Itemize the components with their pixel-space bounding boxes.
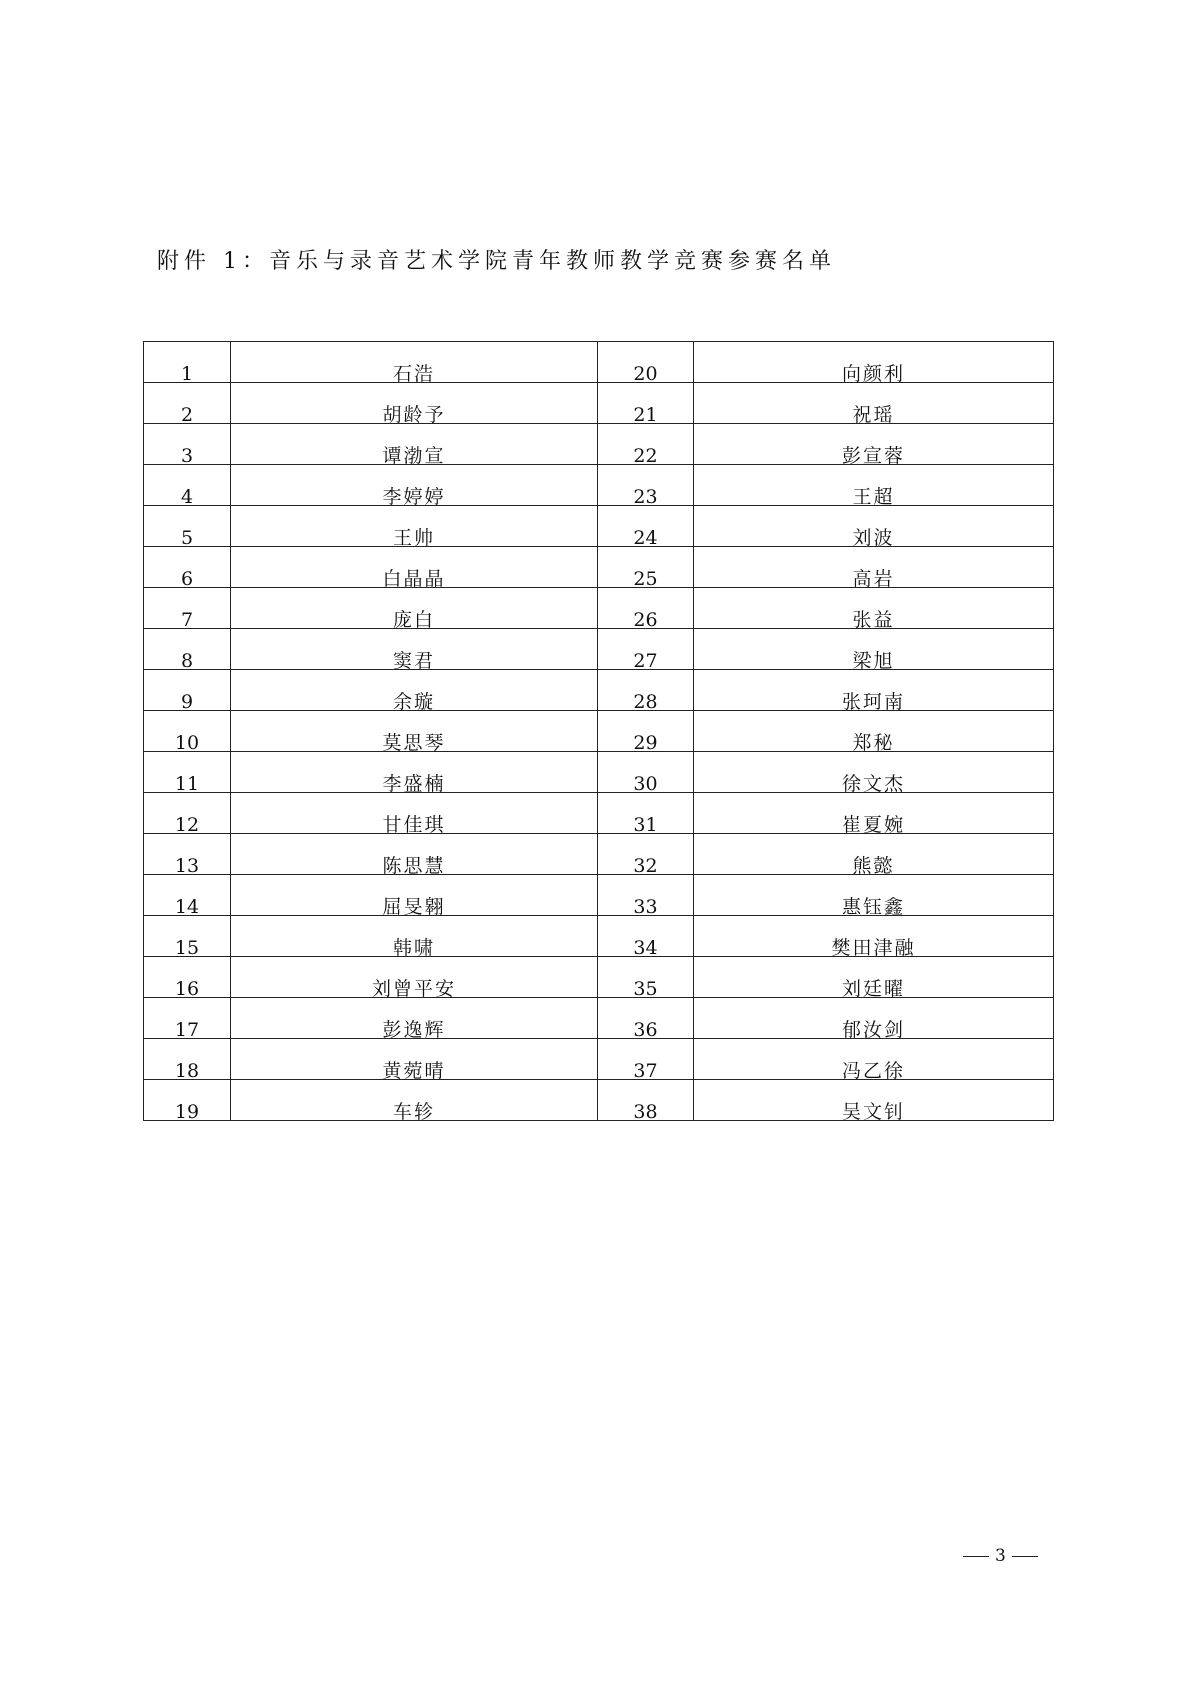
participant-number: 14 — [174, 896, 200, 918]
table-row — [144, 916, 1054, 957]
table-row — [144, 834, 1054, 875]
table-cell — [694, 465, 1054, 506]
participant-number: 5 — [180, 527, 194, 549]
table-cell — [694, 629, 1054, 670]
table-cell — [144, 875, 231, 916]
participant-number: 7 — [180, 609, 194, 631]
table-cell — [694, 875, 1054, 916]
participant-name: 祝瑶 — [852, 404, 895, 426]
participant-name: 张珂南 — [841, 691, 905, 713]
table-cell — [144, 793, 231, 834]
table-cell — [598, 752, 694, 793]
table-row — [144, 506, 1054, 547]
table-row — [144, 752, 1054, 793]
table-cell — [144, 670, 231, 711]
table-cell — [598, 342, 694, 383]
table-cell — [694, 998, 1054, 1039]
table-cell — [694, 547, 1054, 588]
table-cell — [694, 1039, 1054, 1080]
dash-left — [963, 1556, 989, 1557]
table-cell — [144, 834, 231, 875]
table-cell — [694, 1080, 1054, 1121]
table-row — [144, 588, 1054, 629]
table-cell — [144, 465, 231, 506]
participant-name: 向颜利 — [841, 363, 905, 385]
table-row — [144, 465, 1054, 506]
table-row — [144, 424, 1054, 465]
dash-right — [1012, 1556, 1038, 1557]
participant-name: 梁旭 — [852, 650, 895, 672]
participant-name: 徐文杰 — [841, 773, 905, 795]
table-cell — [598, 670, 694, 711]
participant-name: 崔夏婉 — [841, 814, 905, 836]
table-row — [144, 629, 1054, 670]
table-cell — [694, 752, 1054, 793]
table-cell — [694, 342, 1054, 383]
table-cell — [231, 711, 598, 752]
table-cell — [694, 711, 1054, 752]
participant-number: 24 — [633, 527, 658, 549]
participant-table — [143, 341, 1054, 1121]
table-row — [144, 383, 1054, 424]
table-cell — [598, 1080, 694, 1121]
table-cell — [598, 629, 694, 670]
page-number-text: 3 — [995, 1546, 1006, 1566]
table-cell — [231, 1039, 598, 1080]
participant-name: 高岩 — [852, 568, 895, 590]
table-row — [144, 1080, 1054, 1121]
table-cell — [231, 834, 598, 875]
table-cell — [231, 465, 598, 506]
participant-number: 19 — [174, 1101, 200, 1123]
page-number — [957, 1546, 1044, 1566]
participant-name: 郁汝剑 — [841, 1019, 905, 1041]
table-cell — [231, 506, 598, 547]
participant-number: 32 — [633, 855, 658, 877]
table-cell — [231, 916, 598, 957]
table-cell — [231, 383, 598, 424]
table-cell — [231, 588, 598, 629]
participant-number: 16 — [174, 978, 200, 1000]
table-cell — [694, 793, 1054, 834]
participant-number: 33 — [633, 896, 658, 918]
participant-number: 2 — [180, 404, 194, 426]
participant-number: 4 — [180, 486, 194, 508]
table-cell — [694, 957, 1054, 998]
participant-name: 张益 — [852, 609, 895, 631]
table-cell — [144, 957, 231, 998]
participant-name: 吴文钊 — [841, 1101, 905, 1123]
table-cell — [694, 670, 1054, 711]
participant-number: 21 — [633, 404, 658, 426]
table-row — [144, 998, 1054, 1039]
participant-name: 刘廷曜 — [841, 978, 905, 1000]
table-row — [144, 793, 1054, 834]
participant-number: 23 — [633, 486, 658, 508]
participant-name: 车轸 — [392, 1101, 435, 1123]
participant-number: 20 — [633, 363, 658, 385]
participant-number: 31 — [633, 814, 658, 836]
participant-number: 22 — [633, 445, 658, 467]
participant-number: 17 — [174, 1019, 200, 1041]
table-cell — [598, 875, 694, 916]
participant-number: 38 — [633, 1101, 658, 1123]
participant-name: 王超 — [852, 486, 895, 508]
participant-number: 27 — [633, 650, 658, 672]
table-cell — [144, 1039, 231, 1080]
table-cell — [231, 1080, 598, 1121]
participant-number: 8 — [180, 650, 194, 672]
participant-number: 15 — [174, 937, 200, 959]
participant-name: 韩啸 — [392, 937, 435, 959]
table-cell — [598, 1039, 694, 1080]
table-cell — [144, 383, 231, 424]
table-cell — [598, 588, 694, 629]
participant-name: 窦君 — [392, 650, 435, 672]
table-row — [144, 670, 1054, 711]
participant-name: 刘波 — [852, 527, 895, 549]
table-row — [144, 957, 1054, 998]
participant-name: 石浩 — [392, 363, 435, 385]
participant-name: 胡龄予 — [382, 404, 446, 426]
participant-name: 樊田津融 — [831, 937, 916, 959]
table-cell — [144, 424, 231, 465]
table-row — [144, 547, 1054, 588]
table-cell — [231, 670, 598, 711]
table-cell — [598, 957, 694, 998]
participant-table-body — [144, 342, 1054, 1121]
table-cell — [598, 916, 694, 957]
participant-name: 彭逸辉 — [382, 1019, 446, 1041]
table-cell — [144, 506, 231, 547]
table-cell — [598, 465, 694, 506]
table-cell — [231, 875, 598, 916]
table-row — [144, 875, 1054, 916]
participant-name: 黄菀晴 — [382, 1060, 446, 1082]
document-title: 附件 1：音乐与录音艺术学院青年教师教学竞赛参赛名单 — [157, 249, 836, 274]
participant-number: 36 — [633, 1019, 658, 1041]
participant-number: 29 — [633, 732, 658, 754]
table-cell — [694, 834, 1054, 875]
table-cell — [598, 424, 694, 465]
table-cell — [144, 588, 231, 629]
participant-name: 王帅 — [392, 527, 435, 549]
participant-number: 26 — [633, 609, 658, 631]
table-cell — [144, 916, 231, 957]
table-cell — [144, 998, 231, 1039]
table-cell — [144, 752, 231, 793]
participant-name: 庞白 — [392, 609, 435, 631]
participant-number: 18 — [174, 1060, 200, 1082]
participant-number: 6 — [180, 568, 194, 590]
table-cell — [144, 342, 231, 383]
participant-name: 惠钰鑫 — [841, 896, 905, 918]
table-cell — [598, 793, 694, 834]
table-cell — [231, 547, 598, 588]
table-row — [144, 1039, 1054, 1080]
participant-number: 11 — [174, 773, 200, 795]
participant-number: 30 — [633, 773, 658, 795]
participant-name: 屈旻翱 — [382, 896, 446, 918]
table-cell — [144, 1080, 231, 1121]
participant-name: 刘曾平安 — [371, 978, 456, 1000]
table-cell — [231, 998, 598, 1039]
participant-name: 白晶晶 — [382, 568, 446, 590]
participant-name: 熊懿 — [852, 855, 895, 877]
table-cell — [231, 629, 598, 670]
participant-name: 彭宣蓉 — [841, 445, 905, 467]
participant-name: 甘佳琪 — [382, 814, 446, 836]
table-cell — [598, 506, 694, 547]
table-cell — [231, 793, 598, 834]
participant-number: 13 — [174, 855, 200, 877]
participant-name: 余璇 — [392, 691, 435, 713]
table-cell — [694, 383, 1054, 424]
participant-name: 冯乙徐 — [841, 1060, 905, 1082]
participant-name: 陈思慧 — [382, 855, 446, 877]
participant-number: 12 — [174, 814, 200, 836]
participant-number: 37 — [633, 1060, 658, 1082]
table-cell — [694, 506, 1054, 547]
table-cell — [598, 711, 694, 752]
table-cell — [598, 998, 694, 1039]
participant-number: 10 — [174, 732, 200, 754]
table-cell — [144, 547, 231, 588]
participant-number: 28 — [633, 691, 658, 713]
table-cell — [144, 629, 231, 670]
participant-number: 3 — [180, 445, 194, 467]
table-cell — [694, 916, 1054, 957]
participant-number: 25 — [633, 568, 658, 590]
table-cell — [144, 711, 231, 752]
participant-number: 9 — [180, 691, 194, 713]
participant-number: 1 — [180, 363, 194, 385]
table-cell — [231, 424, 598, 465]
table-cell — [694, 588, 1054, 629]
table-cell — [694, 424, 1054, 465]
participant-name: 郑秘 — [852, 732, 895, 754]
participant-name: 谭渤宣 — [382, 445, 446, 467]
participant-name: 莫思琴 — [382, 732, 446, 754]
participant-number: 35 — [633, 978, 658, 1000]
table-cell — [598, 834, 694, 875]
table-row — [144, 711, 1054, 752]
participant-name: 李盛楠 — [382, 773, 446, 795]
table-cell — [231, 957, 598, 998]
table-cell — [598, 547, 694, 588]
table-cell — [231, 342, 598, 383]
table-cell — [598, 383, 694, 424]
participant-number: 34 — [633, 937, 658, 959]
table-cell — [231, 752, 598, 793]
participant-name: 李婷婷 — [382, 486, 446, 508]
table-row — [144, 342, 1054, 383]
